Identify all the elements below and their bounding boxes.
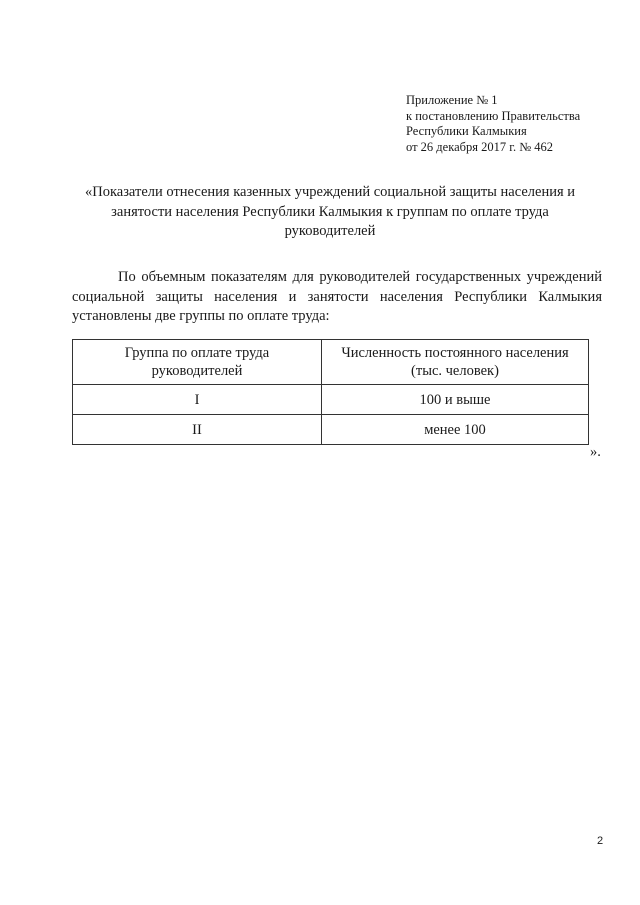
header-population: Численность постоянного населения (тыс. человек): [322, 340, 589, 385]
page-number: 2: [597, 835, 604, 847]
cell-group: I: [73, 385, 322, 415]
appendix-line-1: Приложение № 1: [406, 93, 498, 107]
title-line-2: занятости населения Республики Калмыкия к группам по оплате труда: [111, 203, 549, 220]
appendix-line-4: от 26 декабря 2017 г. № 462: [406, 139, 554, 154]
cell-group: II: [73, 415, 322, 445]
header-group: Группа по оплате труда руководителей: [73, 340, 322, 385]
cell-population: менее 100: [322, 415, 589, 445]
pay-groups-table: [72, 339, 589, 445]
appendix-line-3: Республики Калмыкия: [406, 124, 527, 138]
appendix-reference: [406, 93, 626, 155]
table-row: [73, 415, 589, 445]
title-line-3: руководителей: [284, 223, 376, 239]
cell-population: 100 и выше: [322, 385, 589, 415]
table-header-row: [73, 340, 589, 385]
table-row: [73, 385, 589, 415]
document-title: [70, 183, 590, 242]
closing-quote-mark: ».: [590, 444, 601, 460]
title-line-1: «Показатели отнесения казенных учреждений социальной защиты населения и: [84, 184, 576, 200]
appendix-line-2: к постановлению Правительства: [406, 108, 581, 123]
body-paragraph: По объемным показателям для руководителей государственных учреждений социальной защиты населения и занятости населения Республики Калмыкия установлены две группы по оплате труда:: [72, 269, 602, 324]
